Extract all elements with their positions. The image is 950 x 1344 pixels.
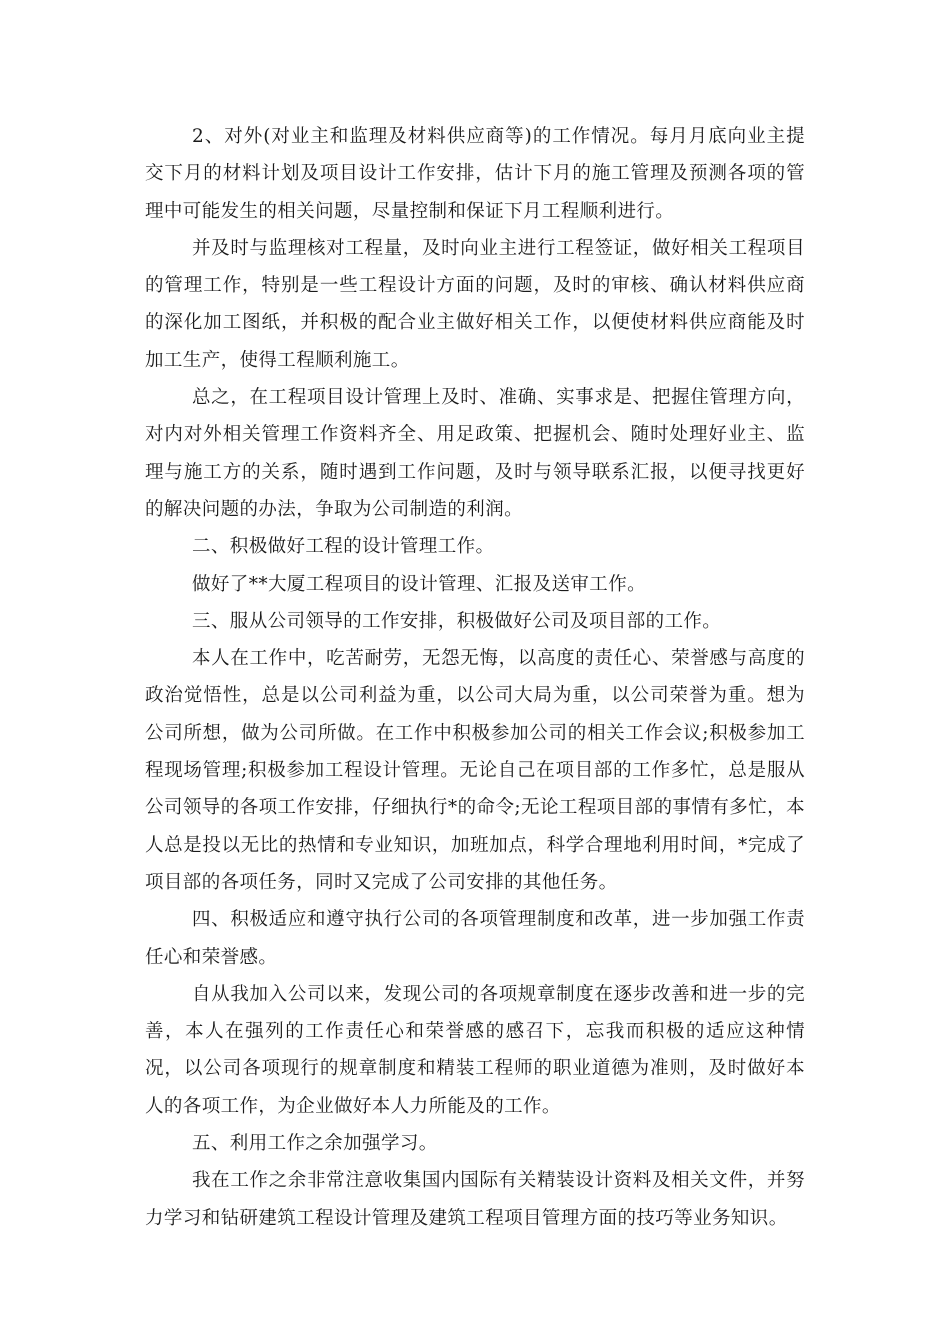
paragraph-supervision-coordination: 并及时与监理核对工程量，及时向业主进行工程签证，做好相关工程项目的管理工作，特别是一些工程设计方面的问题，及时的审核、确认材料供应商的深化加工图纸，并积极的配合业主做好相关工作，以便使材料供应商能及时加工生产，使得工程顺利施工。 <box>145 237 805 371</box>
paragraph-work-attitude: 本人在工作中，吃苦耐劳，无怨无悔，以高度的责任心、荣誉感与高度的政治觉悟性，总是以公司利益为重，以公司大局为重，以公司荣誉为重。想为公司所想，做为公司所做。在工作中积极参加公司的相关工作会议;积极参加工程现场管理;积极参加工程设计管理。无论自己在项目部的工作多忙，总是服从公司领导的各项工作安排，仔细执行*的命令;无论工程项目部的事情有多忙，本人总是投以无比的热情和专业知识，加班加点，科学合理地利用时间，*完成了项目部的各项任务，同时又完成了公司安排的其他任务。 <box>145 648 805 893</box>
paragraph-design-management: 做好了**大厦工程项目的设计管理、汇报及送审工作。 <box>192 573 647 595</box>
section-heading-design-management: 二、积极做好工程的设计管理工作。 <box>192 536 495 558</box>
section-heading-study: 五、利用工作之余加强学习。 <box>192 1133 438 1155</box>
paragraph-study: 我在工作之余非常注意收集国内国际有关精装设计资料及相关文件，并努力学习和钻研建筑工程设计管理及建筑工程项目管理方面的技巧等业务知识。 <box>145 1170 805 1229</box>
paragraph-external-work: 2、对外(对业主和监理及材料供应商等)的工作情况。每月月底向业主提交下月的材料计划及项目设计工作安排，估计下月的施工管理及预测各项的管理中可能发生的相关问题，尽量控制和保证下月工程顺利进行。 <box>145 126 805 222</box>
document-body <box>145 118 805 1237</box>
paragraph-summary: 总之，在工程项目设计管理上及时、准确、实事求是、把握住管理方向，对内对外相关管理工作资料齐全、用足政策、把握机会、随时处理好业主、监理与施工方的关系，随时遇到工作问题，及时与领导联系汇报，以便寻找更好的解决问题的办法，争取为公司制造的利润。 <box>145 387 805 520</box>
section-heading-adapt-rules: 四、积极适应和遵守执行公司的各项管理制度和改革，进一步加强工作责任心和荣誉感。 <box>145 909 805 968</box>
section-heading-obey-leadership: 三、服从公司领导的工作安排，积极做好公司及项目部的工作。 <box>192 610 722 632</box>
paragraph-adapt-rules: 自从我加入公司以来，发现公司的各项规章制度在逐步改善和进一步的完善，本人在强列的工作责任心和荣誉感的感召下，忘我而积极的适应这种情况，以公司各项现行的规章制度和精装工程师的职业道德为准则，及时做好本人的各项工作，为企业做好本人力所能及的工作。 <box>145 983 805 1117</box>
